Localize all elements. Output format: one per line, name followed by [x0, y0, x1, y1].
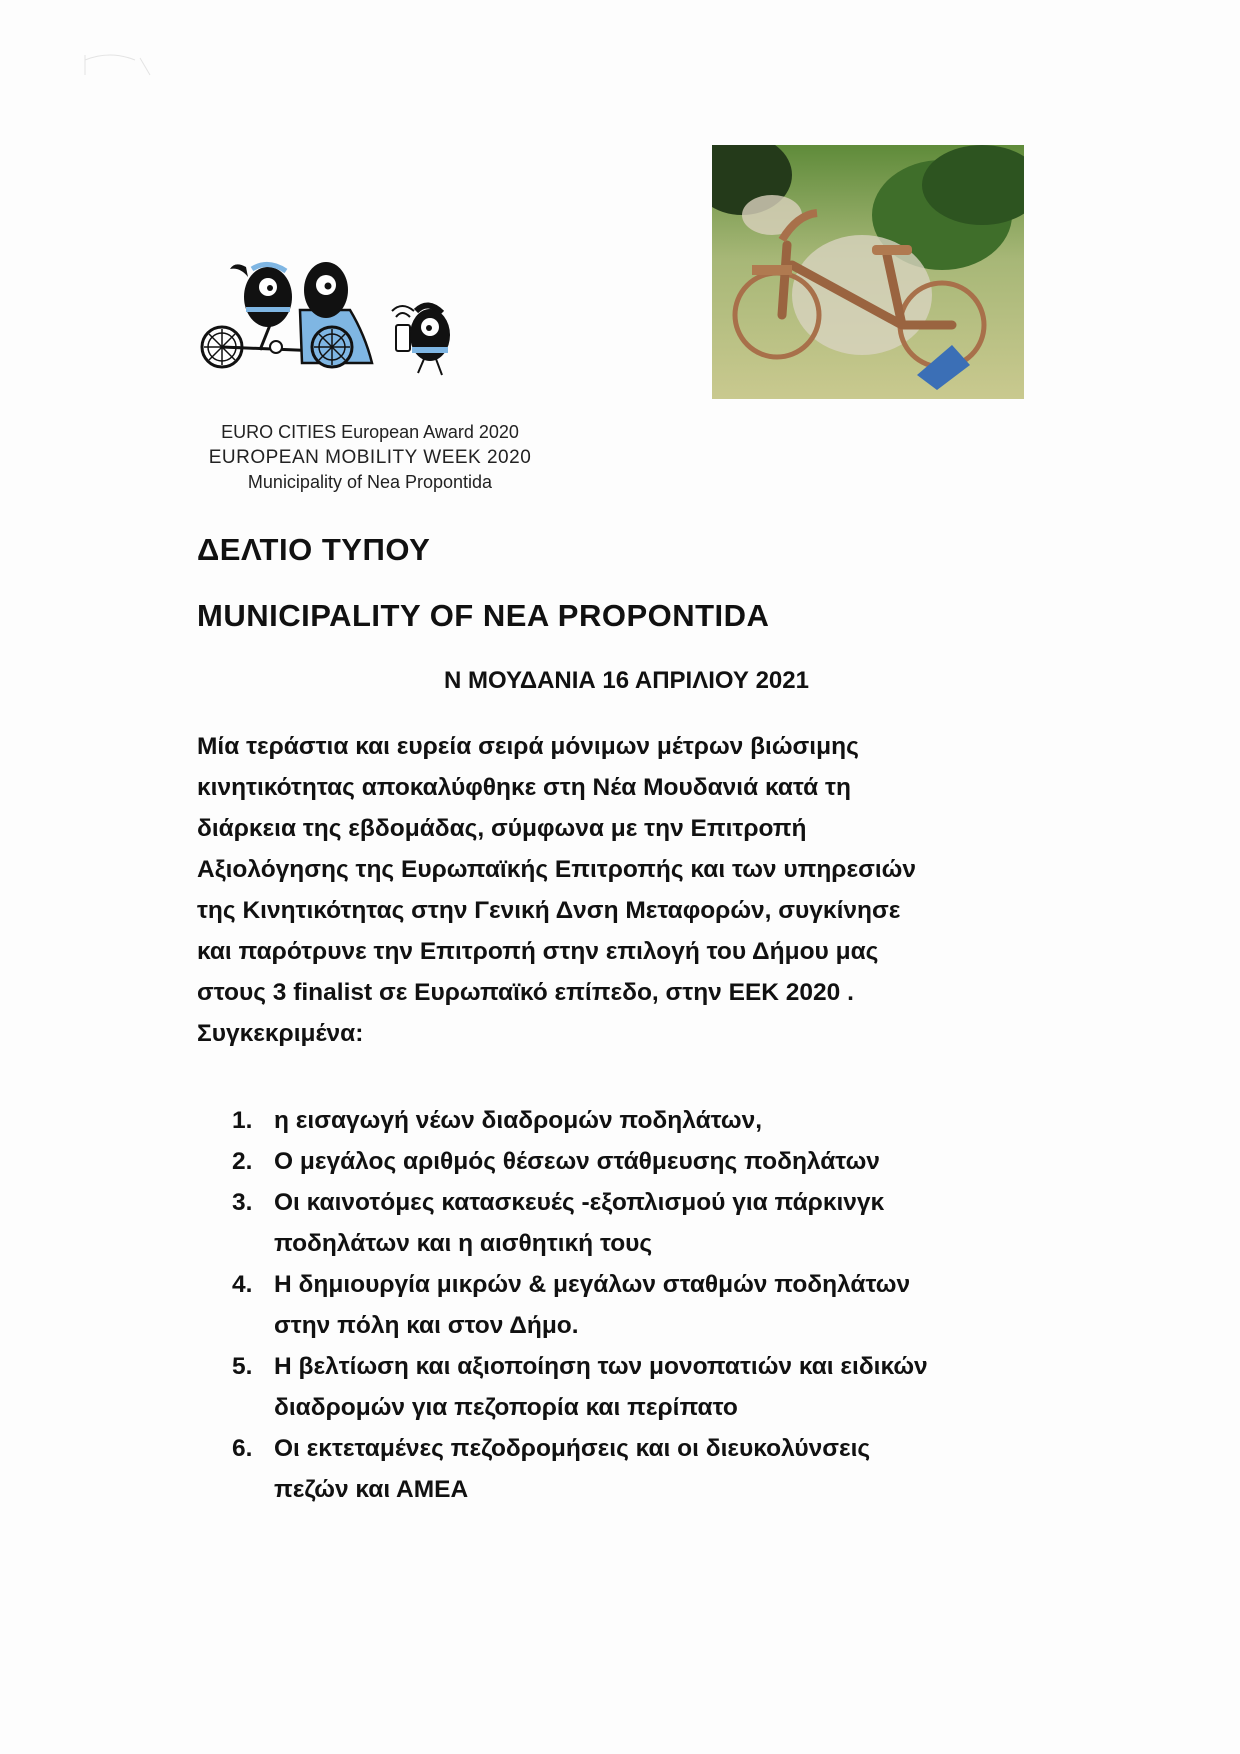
list-text: διαδρομών για πεζοπορία και περίπατο: [274, 1394, 738, 1421]
body-line: κινητικότητας αποκαλύφθηκε στη Νέα Μουδανιά κατά τη: [197, 774, 851, 801]
press-release-title: ΔΕΛΤΙΟ ΤΥΠΟΥ: [197, 532, 431, 567]
body-line: και παρότρυνε την Επιτροπή στην επιλογή του Δήμου μας: [197, 938, 879, 965]
mobility-week-mascot-logo: [190, 255, 500, 405]
list-text: Ο μεγάλος αριθμός θέσεων στάθμευσης ποδηλάτων: [274, 1148, 880, 1175]
measures-list: [232, 1100, 1092, 1510]
list-text: στην πόλη και στον Δήμο.: [274, 1312, 579, 1339]
press-release-body: [197, 726, 1077, 1054]
list-number: 4.: [232, 1271, 253, 1298]
passenger-mascot-icon: [304, 262, 348, 318]
date-line: Ν ΜΟΥΔΑΝΙΑ 16 ΑΠΡΙΛΙΟΥ 2021: [444, 667, 809, 694]
body-line: της Κινητικότητας στην Γενική Δνση Μεταφορών, συγκίνησε: [197, 897, 901, 924]
list-number: 2.: [232, 1148, 253, 1175]
cart-wheel-icon: [312, 327, 352, 367]
list-item: [232, 1264, 1092, 1346]
list-text: ποδηλάτων και η αισθητική τους: [274, 1230, 653, 1257]
wooden-bicycle-photo: [712, 145, 1024, 399]
body-line: Μία τεράστια και ευρεία σειρά μόνιμων μέτρων βιώσιμης: [197, 733, 859, 760]
body-line: διάρκεια της εβδομάδας, σύμφωνα με την Επιτροπή: [197, 815, 807, 842]
body-line: στους 3 finalist σε Ευρωπαϊκό επίπεδο, στην ΕΕΚ 2020 .: [197, 979, 854, 1006]
list-item: [232, 1141, 1092, 1182]
list-number: 3.: [232, 1189, 253, 1216]
list-number: 5.: [232, 1353, 253, 1380]
list-item: [232, 1346, 1092, 1428]
municipality-title: MUNICIPALITY OF NEA PROPONTIDA: [197, 598, 770, 633]
list-text: η εισαγωγή νέων διαδρομών ποδηλάτων,: [274, 1107, 763, 1134]
list-text: Η βελτίωση και αξιοποίηση των μονοπατιών και ειδικών: [274, 1353, 928, 1380]
scan-artifact: [80, 50, 160, 80]
award-line-3: Municipality of Nea Propontida: [247, 472, 493, 492]
body-line: Συγκεκριμένα:: [197, 1020, 364, 1047]
list-text: Η δημιουργία μικρών & μεγάλων σταθμών ποδηλάτων: [274, 1271, 911, 1298]
list-text: Οι καινοτόμες κατασκευές -εξοπλισμού για πάρκινγκ: [274, 1189, 885, 1216]
body-line: Αξιολόγησης της Ευρωπαϊκής Επιτροπής και των υπηρεσιών: [197, 856, 916, 883]
phone-mascot-icon: [392, 305, 450, 375]
list-item: [232, 1100, 1092, 1141]
award-caption: [190, 420, 550, 495]
list-number: 1.: [232, 1107, 253, 1134]
award-line-1: EURO CITIES European Award 2020: [221, 422, 519, 442]
list-number: 6.: [232, 1435, 253, 1462]
list-text: πεζών και ΑΜΕΑ: [274, 1476, 469, 1503]
rider-mascot-icon: [230, 264, 292, 327]
award-line-2: EUROPEAN MOBILITY WEEK 2020: [208, 447, 532, 468]
list-item: [232, 1428, 1092, 1510]
list-text: Οι εκτεταμένες πεζοδρομήσεις και οι διευκολύνσεις: [274, 1435, 871, 1462]
list-item: [232, 1182, 1092, 1264]
